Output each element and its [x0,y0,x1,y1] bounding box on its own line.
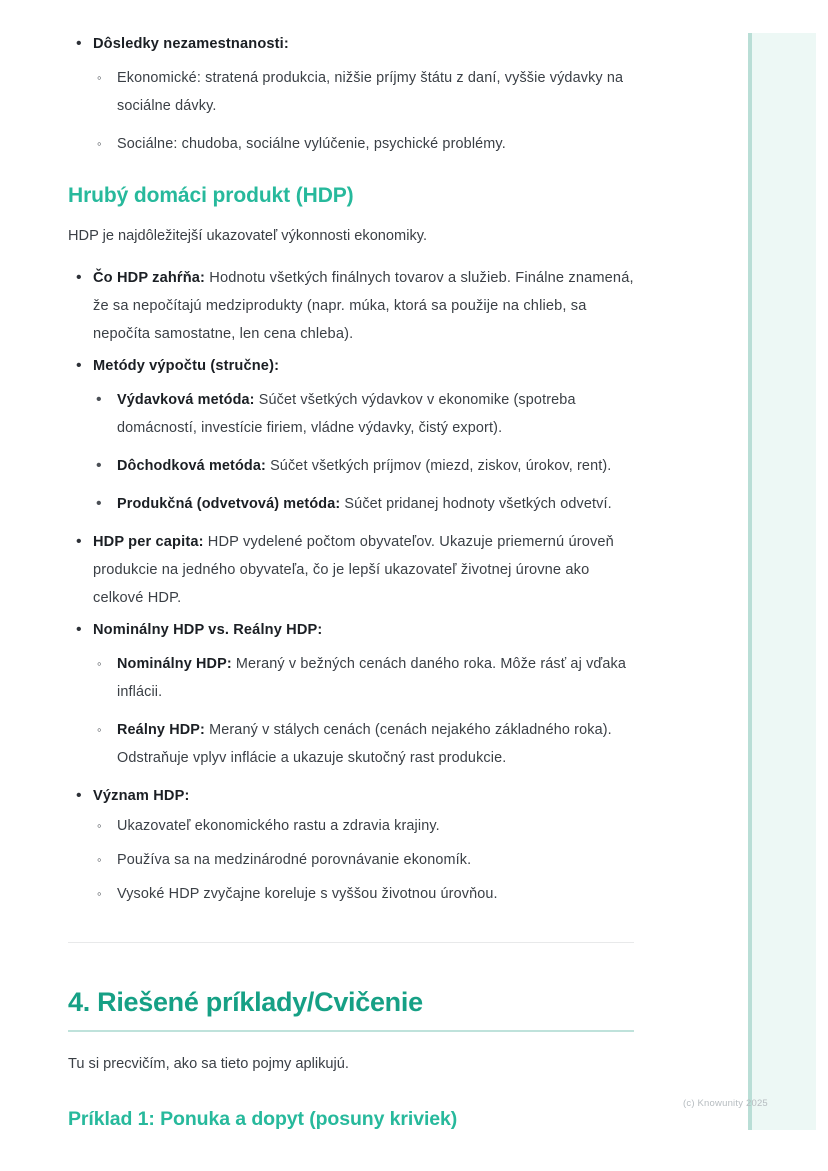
consequences-sublist [93,64,634,158]
list-item [68,264,634,348]
examples-section [68,987,634,1131]
list-item [93,846,634,874]
list-item [93,386,634,442]
list-item-body: Meraný v stálych cenách (cenách nejakého základného roka). Odstraňuje vplyv inflácie a ukazuje skutočný rast produkcie. [117,722,612,766]
list-item-body: HDP vydelené počtom obyvateľov. Ukazuje priemernú úroveň produkcie na jedného obyvateľa, čo je lepší ukazovateľ životnej úrovne ako celkové HDP. [93,534,614,606]
disc-bullet-icon: • [76,621,82,638]
circle-bullet-icon: ◦ [97,656,102,671]
list-item-text: Vysoké HDP zvyčajne koreluje s vyššou životnou úrovňou. [117,886,498,902]
list-item [93,452,634,480]
hdp-main-list [68,264,634,908]
bold-label: Dôchodková metóda: [117,458,266,474]
disc-bullet-icon: • [76,357,82,374]
list-item-body: Meraný v bežných cenách daného roka. Môže rásť aj vďaka inflácii. [117,656,627,700]
example-1-heading: Príklad 1: Ponuka a dopyt (posuny kriviek) [68,1108,458,1130]
circle-bullet-icon: ◦ [97,136,102,151]
list-item-label [93,358,279,374]
list-item-label [93,622,322,638]
list-item-body: Hodnotu všetkých finálnych tovarov a služieb. Finálne znamená, že sa nepočítajú medziprodukty (napr. múka, ktorá sa použije na chlieb, sa nepočíta samostatne, len cena chleba). [93,270,634,342]
vyznam-sublist [93,812,634,908]
examples-lead-paragraph: Tu si precvičím, ako sa tieto pojmy aplikujú. [68,1056,349,1072]
list-item-text [117,496,612,512]
section-heading-hdp: Hrubý domáci produkt (HDP) [68,184,354,207]
list-item-body: Súčet všetkých príjmov (miezd, ziskov, úrokov, rent). [265,458,612,474]
disc-bullet-icon: • [76,269,82,286]
bold-label: Produkčná (odvetvová) metóda: [117,496,341,512]
bold-label: Reálny HDP: [117,722,205,738]
circle-bullet-icon: ◦ [97,818,102,833]
disc-bullet-icon: • [96,495,102,512]
list-item [68,30,634,158]
list-item [93,64,634,120]
circle-bullet-icon: ◦ [97,852,102,867]
list-item [93,716,634,772]
list-item-label [93,36,289,52]
list-item-text: Ekonomické: stratená produkcia, nižšie príjmy štátu z daní, vyššie výdavky na sociálne dávky. [117,70,624,114]
circle-bullet-icon: ◦ [97,722,102,737]
nominalny-realny-sublist [93,650,634,772]
circle-bullet-icon: ◦ [97,886,102,901]
page-title-examples: 4. Riešené príklady/Cvičenie [68,987,423,1017]
title-underline [68,1030,634,1032]
list-item [93,880,634,908]
list-item-text: Používa sa na medzinárodné porovnávanie ekonomík. [117,852,472,868]
list-item [68,352,634,518]
disc-bullet-icon: • [76,787,82,804]
list-item [68,782,634,908]
disc-bullet-icon: • [76,533,82,550]
bold-label: HDP per capita: [93,534,204,550]
bold-label: Čo HDP zahŕňa: [93,270,206,286]
list-item-text [93,270,634,342]
bold-label: Dôsledky nezamestnanosti: [93,36,289,52]
copyright-watermark: (c) Knowunity 2025 [683,1098,768,1109]
list-item-text [117,458,611,474]
disc-bullet-icon: • [96,457,102,474]
section-divider [68,942,634,943]
list-item [93,812,634,840]
list-item-label [93,788,190,804]
list-item-text [117,656,626,700]
right-side-panel [748,33,816,1130]
bold-label: Výdavková metóda: [117,392,255,408]
list-item-text: Sociálne: chudoba, sociálne vylúčenie, psychické problémy. [117,136,506,152]
list-item-body: Súčet pridanej hodnoty všetkých odvetví. [340,496,612,512]
consequences-list [68,30,634,158]
list-item [68,616,634,772]
list-item [93,650,634,706]
document-content [68,30,634,1131]
metody-sublist [93,386,634,518]
disc-bullet-icon: • [76,35,82,52]
bold-label: Nominálny HDP: [117,656,232,672]
list-item [68,528,634,612]
list-item-text: Ukazovateľ ekonomického rastu a zdravia krajiny. [117,818,440,834]
list-item-text [117,392,576,436]
list-item-body: Súčet všetkých výdavkov v ekonomike (spotreba domácností, investície firiem, vládne výdavky, čistý export). [117,392,576,436]
list-item [93,490,634,518]
hdp-lead-paragraph: HDP je najdôležitejší ukazovateľ výkonnosti ekonomiky. [68,228,428,244]
list-item-text [117,722,612,766]
list-item-text [93,534,614,606]
bold-label: Metódy výpočtu (stručne): [93,358,280,374]
bold-label: Nominálny HDP vs. Reálny HDP: [93,622,323,638]
circle-bullet-icon: ◦ [97,70,102,85]
bold-label: Význam HDP: [93,788,190,804]
disc-bullet-icon: • [96,391,102,408]
list-item [93,130,634,158]
